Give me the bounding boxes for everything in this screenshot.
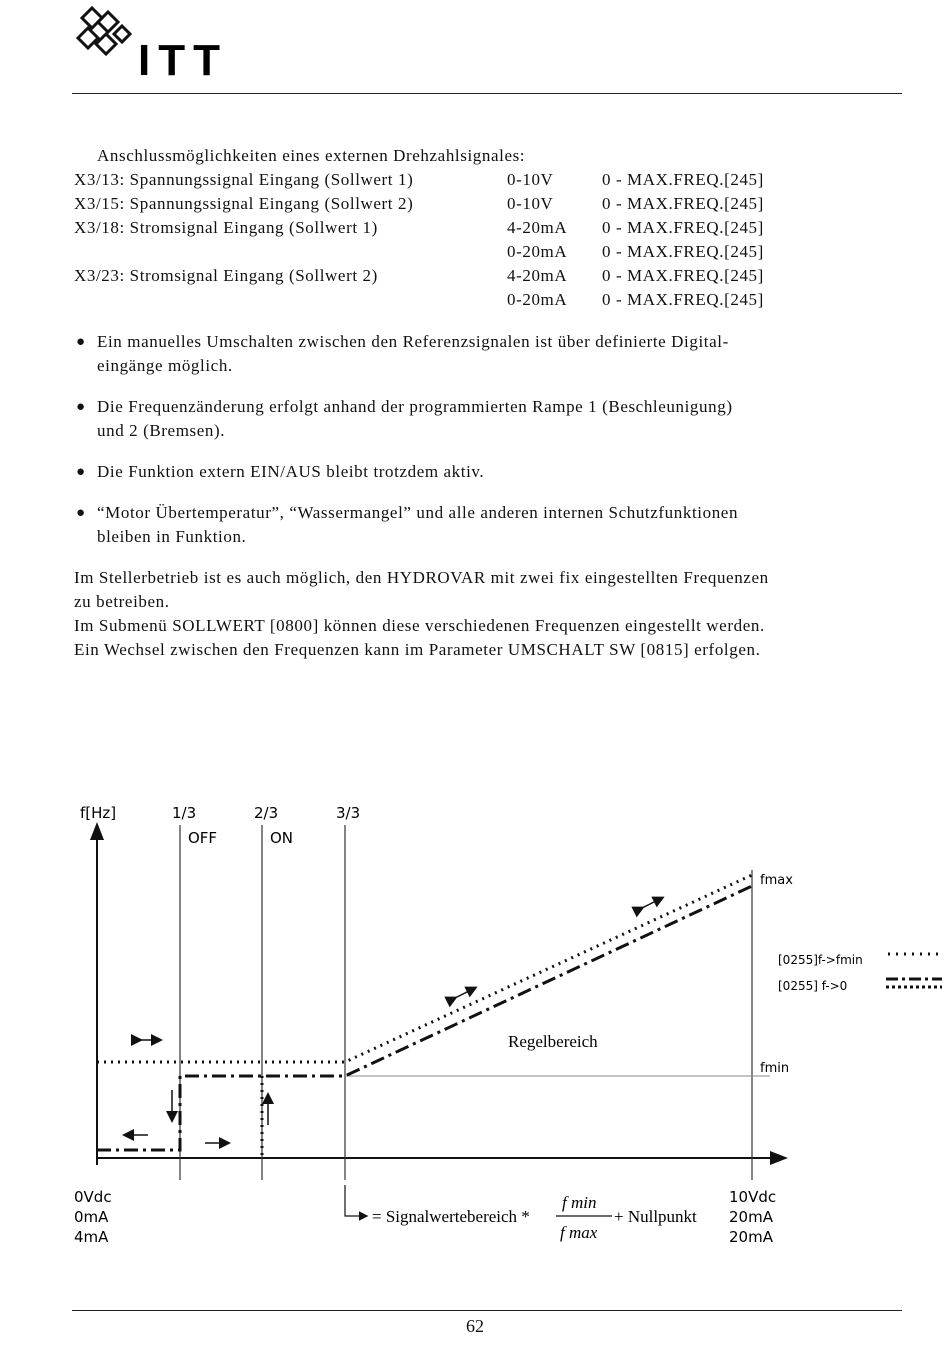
formula: [372, 1193, 697, 1242]
signal-value: 0 - MAX.FREQ.[245]: [602, 170, 764, 189]
signal-value: 0 - MAX.FREQ.[245]: [602, 194, 764, 213]
signal-range: 4-20mA: [507, 218, 568, 237]
signal-range: 0-20mA: [507, 242, 568, 261]
signal-value: 0 - MAX.FREQ.[245]: [602, 218, 764, 237]
signal-terminal: X3/13: Spannungssignal Eingang (Sollwert 1): [74, 170, 414, 189]
bullet-line: Ein manuelles Umschalten zwischen den Referenzsignalen ist über definierte Digital-: [97, 332, 729, 351]
intro-text: Anschlussmöglichkeiten eines externen Drehzahlsignales:: [97, 146, 526, 165]
signal-terminal: X3/15: Spannungssignal Eingang (Sollwert 2): [74, 194, 414, 213]
mark-label-3: 3/3: [336, 804, 361, 822]
right-label-10vdc: 10Vdc: [729, 1188, 777, 1206]
region-label: Regelbereich: [508, 1032, 598, 1051]
bullet-line: bleiben in Funktion.: [97, 527, 247, 546]
bullet-line: “Motor Übertemperatur”, “Wassermangel” und alle anderen internen Schutzfunktionen: [97, 503, 739, 522]
signal-terminal: X3/23: Stromsignal Eingang (Sollwert 2): [74, 266, 378, 285]
body-paragraph: [74, 566, 914, 662]
bullet-dot: ●: [76, 334, 86, 350]
itt-logo: [72, 2, 242, 85]
signal-range: 0-10V: [507, 170, 554, 189]
bullet-item: [97, 330, 897, 378]
paragraph-line: zu betreiben.: [74, 592, 170, 611]
signal-value: 0 - MAX.FREQ.[245]: [602, 290, 764, 309]
mark-sublabel-off: OFF: [188, 829, 218, 847]
formula-rhs: + Nullpunkt: [614, 1207, 697, 1226]
signal-terminal: X3/18: Stromsignal Eingang (Sollwert 1): [74, 218, 378, 237]
right-label-20ma-2: 20mA: [729, 1228, 773, 1246]
itt-logo-icon: [72, 2, 142, 62]
paragraph-line: Im Submenü SOLLWERT [0800] können diese verschiedenen Frequenzen eingestellt werden.: [74, 616, 765, 635]
bullet-item: [97, 395, 897, 443]
fmax-label: fmax: [760, 873, 793, 888]
bullet-item: [97, 501, 897, 549]
arrow-ramp-2: [642, 898, 662, 908]
paragraph-line: Ein Wechsel zwischen den Frequenzen kann im Parameter UMSCHALT SW [0815] erfolgen.: [74, 640, 761, 659]
fmin-label: fmin: [760, 1061, 790, 1076]
left-label-4ma: 4mA: [74, 1228, 109, 1246]
logo-text: ITT: [138, 36, 228, 85]
bullet-line: und 2 (Bremsen).: [97, 421, 226, 440]
y-axis-label: f[Hz]: [80, 804, 117, 822]
formula-lhs: = Signalwertebereich *: [372, 1207, 530, 1226]
mark-label-2: 2/3: [254, 804, 279, 822]
right-label-20ma: 20mA: [729, 1208, 773, 1226]
arrow-ramp-1: [455, 988, 475, 998]
legend-label-dotted: [0255]f->fmin: [778, 953, 863, 967]
bullet-line: eingänge möglich.: [97, 356, 233, 375]
bullet-item: [97, 460, 897, 484]
signal-table: [74, 170, 894, 320]
formula-numerator: f min: [562, 1193, 597, 1212]
bullet-dot: ●: [76, 399, 86, 415]
frequency-diagram: [0, 790, 950, 1290]
left-label-0vdc: 0Vdc: [74, 1188, 112, 1206]
footer-rule: [72, 1310, 902, 1311]
page-number: 62: [466, 1316, 484, 1336]
signal-range: 0-10V: [507, 194, 554, 213]
curve-f-to-zero: [97, 886, 752, 1150]
bullet-dot: ●: [76, 464, 86, 480]
mark-label-1: 1/3: [172, 804, 197, 822]
curve-f-to-fmin: [97, 875, 752, 1062]
paragraph-line: Im Stellerbetrieb ist es auch möglich, den HYDROVAR mit zwei fix eingestellten Frequenzen: [74, 568, 769, 587]
signal-range: 0-20mA: [507, 290, 568, 309]
legend-label-dashed: [0255] f->0: [778, 979, 848, 993]
left-label-0ma: 0mA: [74, 1208, 109, 1226]
signal-value: 0 - MAX.FREQ.[245]: [602, 242, 764, 261]
formula-pointer: [345, 1185, 366, 1216]
y-axis-arrow: [90, 822, 104, 840]
signal-range: 4-20mA: [507, 266, 568, 285]
x-axis-arrow: [770, 1151, 788, 1165]
bullet-line: Die Funktion extern EIN/AUS bleibt trotzdem aktiv.: [97, 462, 485, 481]
bullet-line: Die Frequenzänderung erfolgt anhand der programmierten Rampe 1 (Beschleunigung): [97, 397, 733, 416]
signal-value: 0 - MAX.FREQ.[245]: [602, 266, 764, 285]
formula-denominator: f max: [560, 1223, 598, 1242]
header-rule: [72, 93, 902, 94]
mark-sublabel-on: ON: [270, 829, 294, 847]
bullet-dot: ●: [76, 505, 86, 521]
